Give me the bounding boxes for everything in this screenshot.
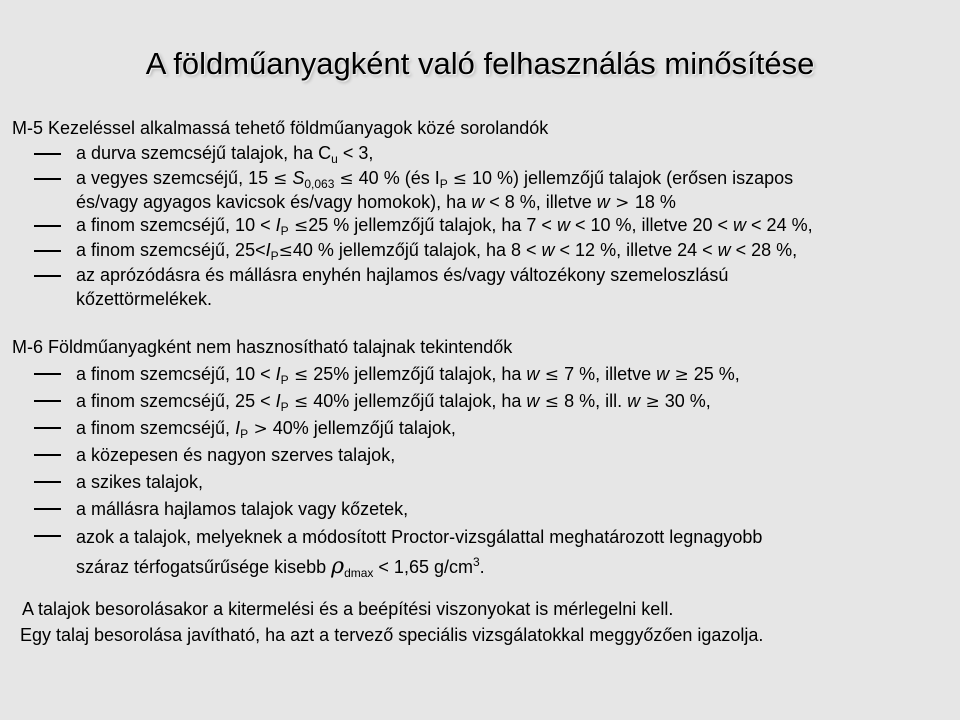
m5-item-2: a vegyes szemcséjű, $15 \le S_{0,063} \le 40$ % (és $I_P \le 10$ %) jellemzőjű talajok (erősen iszapos [12,166,952,191]
m5-item-5: az aprózódásra és mállásra enyhén hajlamos és/vagy változékony szemeloszlású [12,263,952,288]
m5-item-1: a durva szemcséjű talajok, ha $C_u < 3$, [12,141,952,166]
m6-item-7-continued: száraz térfogatsűrűsége kisebb $\rho_{dmax} < 1,65$ $g/cm^3$. [76,554,485,580]
m6-item-3: a finom szemcséjű, $I_P > 40\%$ jellemzőjű talajok, [12,415,952,442]
m6-section [12,333,952,580]
dash-bullet [34,373,61,375]
m5-heading: M-5 Kezeléssel alkalmassá tehető földműanyagok közé sorolandók [12,118,549,138]
m5-item-2-continued: és/vagy agyagos kavicsok és/vagy homokok), ha w < 8 %, illetve w > 18 % [76,192,676,213]
m5-item-4: a finom szemcséjű, $25<I_P\le 40$ % jellemzőjű talajok, ha 8 < w < 12 %, illetve 24 < w < 28 %, [12,238,952,263]
m6-heading: M-6 Földműanyagként nem hasznosítható talajnak tekintendők [12,337,513,357]
m6-item-4: a közepesen és nagyon szerves talajok, [12,442,952,469]
m5-section [12,116,952,310]
dash-bullet [34,275,61,277]
dash-bullet [34,153,61,155]
m5-item-3: a finom szemcséjű, $10 < I_P \le 25$ % jellemzőjű talajok, ha 7 < w < 10 %, illetve 20 < w < 24 %, [12,213,952,238]
dash-bullet [34,535,61,537]
m5-item-5-continued: kőzettörmelékek. [76,289,213,309]
dash-bullet [34,225,61,227]
dash-bullet [34,178,61,180]
footer-notes [22,596,763,648]
slide-title: A földműanyagként való felhasználás minősítése [145,46,815,81]
footer-line-2: Egy talaj besorolása javítható, ha azt a tervező speciális vizsgálatokkal meggyőzően igazolja. [20,625,764,645]
m6-item-1: a finom szemcséjű, $10 < I_P \le 25\%$ jellemzőjű talajok, ha w ≤ 7 %, illetve w ≥ 25 %, [12,361,952,388]
dash-bullet [34,250,61,252]
dash-bullet [34,427,61,429]
dash-bullet [34,481,61,483]
footer-line-1: A talajok besorolásakor a kitermelési és a beépítési viszonyokat is mérlegelni kell. [22,599,674,619]
m6-item-5: a szikes talajok, [12,469,952,496]
m6-item-7: azok a talajok, melyeknek a módosított Proctor-vizsgálattal meghatározott legnagyobb [12,523,952,551]
dash-bullet [34,454,61,456]
m6-item-2: a finom szemcséjű, $25 < I_P \le 40\%$ jellemzőjű talajok, ha w ≤ 8 %, ill. w ≥ 30 %, [12,388,952,415]
m6-item-6: a mállásra hajlamos talajok vagy kőzetek, [12,496,952,523]
dash-bullet [34,508,61,510]
dash-bullet [34,400,61,402]
